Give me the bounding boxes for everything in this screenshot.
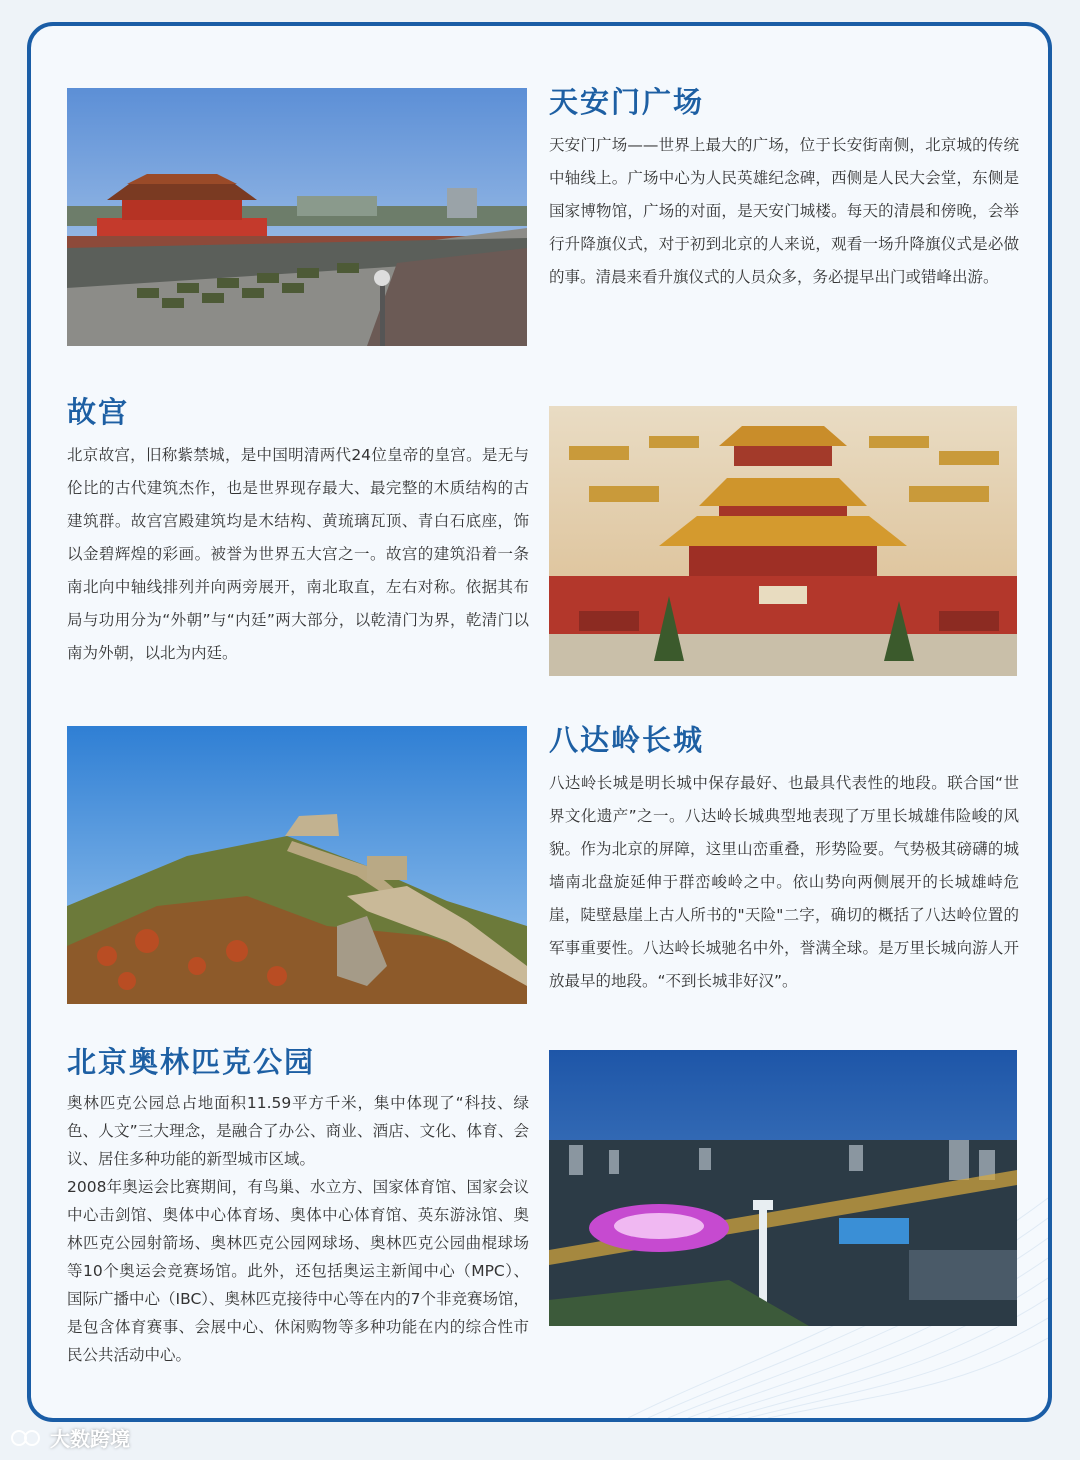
section-title: 天安门广场 [549,85,705,119]
section-title: 北京奥林匹克公园 [67,1045,316,1079]
photo-tiananmen [67,88,527,346]
photo-great-wall [67,726,527,1004]
section-paragraph: 天安门广场——世界上最大的广场，位于长安街南侧，北京城的传统中轴线上。广场中心为人民英雄纪念碑，西侧是人民大会堂，东侧是国家博物馆，广场的对面，是天安门城楼。每天的清晨和傍晚，会举行升降旗仪式，对于初到北京的人来说，观看一场升降旗仪式是必做的事。清晨来看升旗仪式的人员众多，务必提早出门或错峰出游。 [549,136,1019,286]
section-paragraph: 北京故宫，旧称紫禁城，是中国明清两代24位皇帝的皇宫。是无与伦比的古代建筑杰作，也是世界现存最大、最完整的木质结构的古建筑群。故宫宫殿建筑均是木结构、黄琉璃瓦顶、青白石底座，饰以金碧辉煌的彩画。被誉为世界五大宫之一。故宫的建筑沿着一条南北向中轴线排列并向两旁展开，南北取直，左右对称。依据其布局与功用分为“外朝”与“内廷”两大部分，以乾清门为界，乾清门以南为外朝，以北为内廷。 [67,446,529,662]
page-card [27,22,1052,1422]
watermark-logo-icon [10,1427,44,1449]
watermark-text: 大数跨境 [50,1427,130,1451]
photo-olympic-park [549,1050,1017,1326]
photo-forbidden-city [549,406,1017,676]
watermark [10,1423,130,1452]
section-paragraph: 奥林匹克公园总占地面积11.59平方千米，集中体现了“科技、绿色、人文”三大理念，是融合了办公、商业、酒店、文化、体育、会议、居住多种功能的新型城市区域。 [67,1094,529,1168]
section-olympic-park [67,1045,529,1369]
section-title: 八达岭长城 [549,723,705,757]
section-tiananmen [549,85,1019,294]
section-paragraph: 八达岭长城是明长城中保存最好、也最具代表性的地段。联合国“世界文化遗产”之一。八达岭长城典型地表现了万里长城雄伟险峻的风貌。作为北京的屏障，这里山峦重叠，形势险要。气势极其磅礴的城墙南北盘旋延伸于群峦峻岭之中。依山势向两侧展开的长城雄峙危崖，陡壁悬崖上古人所书的"天险"二字，确切的概括了八达岭位置的军事重要性。八达岭长城驰名中外，誉满全球。是万里长城向游人开放最早的地段。“不到长城非好汉”。 [549,774,1019,990]
section-forbidden-city [67,395,529,670]
section-paragraph: 2008年奥运会比赛期间，有鸟巢、水立方、国家体育馆、国家会议中心击剑馆、奥体中心体育场、奥体中心体育馆、英东游泳馆、奥林匹克公园射箭场、奥林匹克公园网球场、奥林匹克公园曲棍球场等10个奥运会竞赛场馆。此外，还包括奥运主新闻中心（MPC）、国际广播中心（IBC）、奥林匹克接待中心等在内的7个非竞赛场馆，是包含体育赛事、会展中心、休闲购物等多种功能在内的综合性市民公共活动中心。 [67,1178,529,1364]
section-title: 故宫 [67,395,130,429]
section-great-wall [549,723,1019,998]
